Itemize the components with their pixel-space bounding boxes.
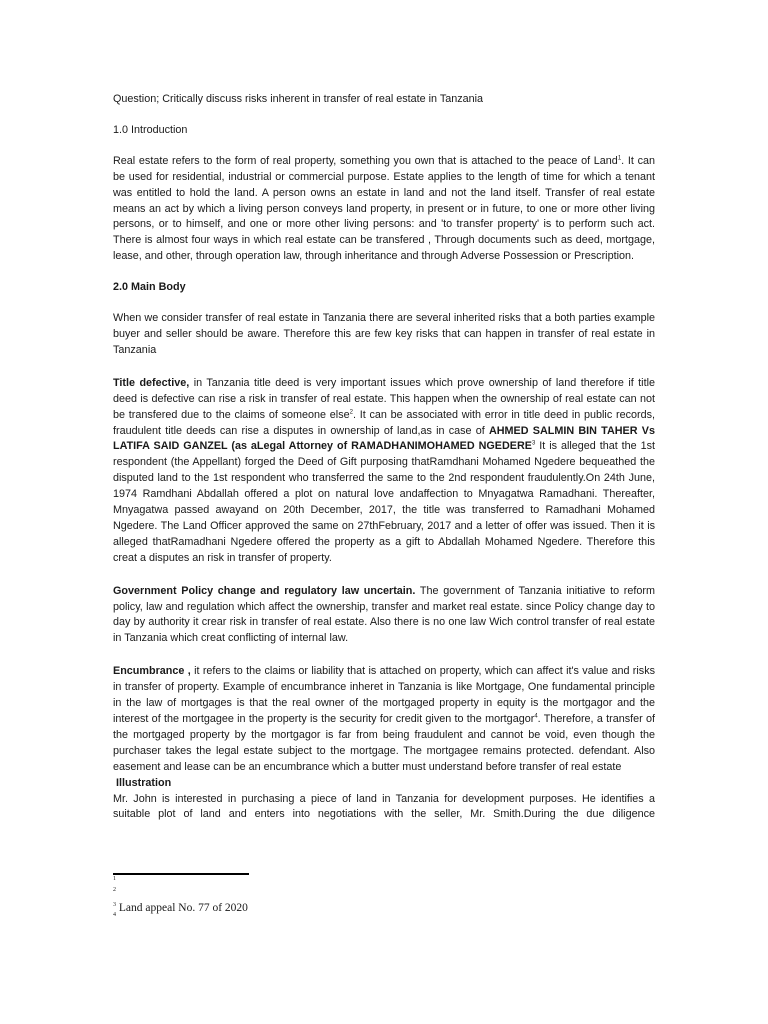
- encumbrance-lead: Encumbrance ,: [113, 665, 191, 678]
- document-body: [113, 92, 655, 823]
- footnote-ref-2: 2: [349, 409, 353, 415]
- main-body-heading: 2.0 Main Body: [113, 281, 186, 294]
- footnote-ref-1: 1: [617, 155, 622, 162]
- question-line: Question; Critically discuss risks inherent in transfer of real estate in Tanzania: [113, 93, 484, 105]
- footnote-3: $^3$ Land appeal No. 77 of 2020: [113, 902, 248, 914]
- main-intro-paragraph: When we consider transfer of real estate in Tanzania there are several inherited risks that a both parties example buyer and seller should be aware. Therefore this are few key risks that can happen in transfer of real estate in Tanzania: [113, 312, 655, 356]
- encumbrance-text-2: . Therefore, a transfer of the mortgaged property by the mortgagor is far from being fraudulent and cannot be void, even though the purchaser takes the legal estate subject to the mortgage. The mortgagee remains protected. defendant. Also easement and lease can be an encumbrance which a butter must understand before transfer of real estate: [113, 713, 656, 773]
- footnote-1: 1: [113, 876, 116, 882]
- case-name: AHMED SALMIN BIN TAHER Vs LATIFA SAID GANZEL (as aLegal Attorney of RAMADHANIMOHAMED NGEDERE: [113, 424, 655, 453]
- footnote-2: 2: [113, 887, 116, 893]
- intro-text-2: . It can be used for residential, industrial or commercial purpose. Estate applies to the length of time for which a tenant was entitled to hold the land. A person owns an estate in land and not the land itself. Transfer of real estate means an act by which a living person conveys land property, in present or in future, to one or more other living persons, or to himself, and one or more other living persons: and 'to transfer property' is to perform such act. There is almost four ways in which real estate can be transfered , Through documents such as deed, mortgage, lease, and other, through operation law, through inheritance and through Adverse Possession or Prescription.: [113, 154, 655, 263]
- footnote-separator: [113, 873, 249, 875]
- intro-text-1: Real estate refers to the form of real property, something you own that is attached to the peace of Land: [113, 154, 618, 167]
- government-policy-text: The government of Tanzania initiative to reform policy, law and regulation which affect the ownership, transfer and market real estate. since Policy change day to day by authority it crear risk in transfer of real estate. Also there is no one law Wich control transfer of real estate in Tanzania which creat conflicting of internal law.: [113, 584, 655, 645]
- title-defective-text-3: It is alleged that the 1st respondent (the Appellant) forged the Deed of Gift purposing thatRamdhani Mohamed Ngedere bequeathed the disputed land to the 1st respondent who transferred the same to the 2nd respondent fraudulently.On 24th June, 1974 Ramdhani Abdallah offered a plot on natural love andaffection to Mnyagatwa Ramadhani. Thereafter, Mnyagatwa passed awayand on 20th December, 2017, the title was transferred to Ramadhani Mohamed Ngedere. The Land Officer approved the same on 27thFebruary, 2017 and a letter of offer was issued. Then it is alleged thatRamadhani Ngedere offered the property as a gift to Abdallah Mohamed Ngedere. Therefore this creat a disputes an risk in transfer of property.: [113, 440, 655, 564]
- footnote-4: 4: [113, 912, 116, 918]
- title-defective-lead: Title defective,: [113, 376, 190, 389]
- footnote-ref-3: 3: [532, 440, 536, 447]
- title-defective-text-2: . It can be associated with error in title deed in public records, fraudulent title deeds can rise a disputes in ownership of land,as in case of: [113, 408, 655, 437]
- intro-paragraph: [113, 154, 655, 265]
- encumbrance-text-1: it refers to the claims or liability that is attached on property, which can affect it's value and risks in transfer of property. Example of encumbrance inheret in Tanzania is like Mortgage, One fundamental principle in the law of mortgages is that the real owner of the mortgaged property in equity is the mortgagor and the interest of the mortgagee in the property is the security for credit given to the mortgagor: [113, 665, 655, 725]
- title-defective-paragraph: [113, 376, 655, 567]
- government-policy-lead: Government Policy change and regulatory law uncertain.: [113, 584, 416, 597]
- intro-heading: 1.0 Introduction: [113, 123, 188, 136]
- footnotes: [113, 876, 655, 926]
- encumbrance-paragraph: [113, 664, 655, 775]
- footnote-ref-4: 4: [534, 713, 538, 720]
- government-policy-paragraph: [113, 584, 655, 648]
- title-defective-text-1: in Tanzania title deed is very important issues which prove ownership of land therefore if title deed is defective can rise a risk in transfer of real estate. This happen when the ownership of real estate can not be transfered due to the claims of someone else: [113, 376, 655, 421]
- footnote-3-text: Land appeal No. 77 of 2020: [116, 902, 248, 914]
- illustration-heading: Illustration: [116, 776, 172, 789]
- illustration-paragraph: Mr. John is interested in purchasing a piece of land in Tanzania for development purposes. He identifies a suitable plot of land and enters into negotiations with the seller, Mr. Smith.During the due diligence: [113, 792, 655, 821]
